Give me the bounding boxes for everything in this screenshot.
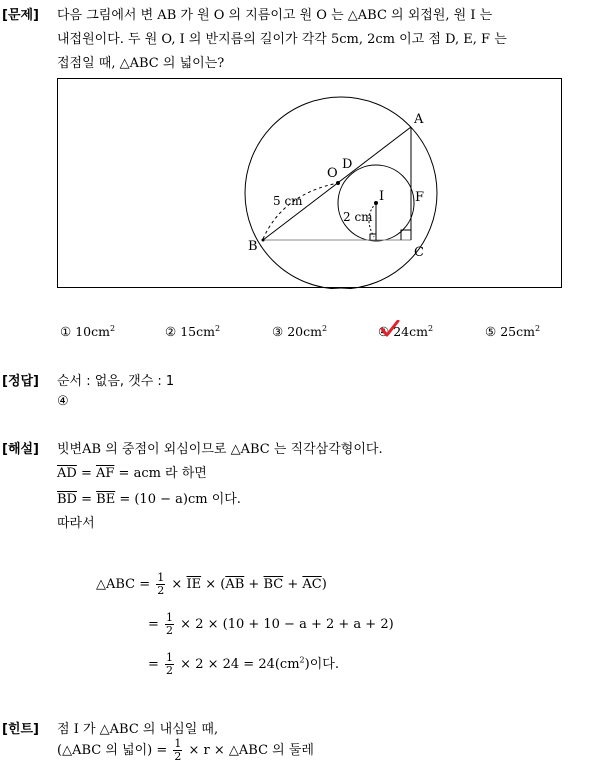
hint-line-1: 점 I 가 △ABC 의 내심일 때, — [57, 722, 219, 737]
hint-line-2-a: (△ABC 의 넓이) = — [57, 743, 172, 758]
checkmark-icon — [380, 320, 400, 338]
explanation-line-3-tail: = (10 − a)cm 이다. — [115, 492, 241, 507]
geometry-figure — [58, 79, 563, 289]
choice-5-num: ⑤ — [485, 324, 497, 340]
circumcircle-o — [245, 97, 437, 289]
explanation-label: [해설] — [2, 442, 39, 457]
problem-line-3: 접점일 때, △ABC 의 넓이는? — [57, 56, 225, 71]
choice-5-value: 25cm — [500, 324, 535, 340]
answer-label: [정답] — [2, 374, 39, 389]
hint-line-2-b: × r × △ABC 의 둘레 — [184, 743, 314, 758]
point-i-dot — [374, 201, 378, 205]
segment-ie: $\overline{IE}$ — [186, 577, 202, 592]
equation-2: = $\frac{1}{2}$ × 2 × (10 + 10 − a + 2 + a + 2) — [148, 611, 394, 637]
figure-frame — [57, 78, 562, 288]
explanation-line-3: $\overline{BD} = \overline{BE} = (10 - a)cm$ 이다. — [57, 492, 241, 507]
segment-ac: $\overline{AC}$ — [302, 577, 322, 592]
problem-line-2: 내접원이다. 두 원 O, I 의 반지름의 길이가 각각 5cm, 2cm 이고 점 D, E, F 는 — [57, 32, 507, 47]
choice-4-sup: 2 — [427, 324, 434, 333]
explanation-line-1: 빗변AB 의 중점이 외심이므로 △ABC 는 직각삼각형이다. — [57, 442, 383, 457]
segment-bc: $\overline{BC}$ — [263, 577, 284, 592]
problem-label: [문제] — [2, 8, 39, 23]
explanation-line-2: $\overline{AD} = \overline{AF}$ = acm 라 하면 — [57, 466, 207, 481]
choice-3-sup: 2 — [321, 324, 328, 333]
choice-4-value: 24cm — [393, 324, 428, 340]
problem-line-1: 다음 그림에서 변 AB 가 원 O 의 지름이고 원 O 는 △ABC 의 외접원, 원 I 는 — [57, 8, 493, 23]
equation-1: △ABC = $\frac{1}{2}$ × $\overline{IE} \times (\overline{AB} + \overline{BC} + \overline{AC})$ — [96, 571, 327, 597]
segment-ab: $\overline{AB}$ — [225, 577, 245, 592]
eq1-frac: $\frac{1}{2}$ — [157, 571, 165, 597]
choice-4-num: ④ — [378, 324, 390, 340]
point-b-dot — [262, 239, 265, 242]
choice-3-num: ③ — [272, 324, 284, 340]
choice-2-value: 15cm — [180, 324, 215, 340]
hint-line-2 — [57, 738, 314, 763]
eq1-lhs: △ABC = — [96, 577, 155, 592]
right-angle-c — [401, 230, 411, 240]
point-o-dot — [336, 181, 340, 185]
label-a: A — [414, 112, 424, 127]
eq2-frac: $\frac{1}{2}$ — [166, 611, 174, 637]
hint-frac: $\frac{1}{2}$ — [174, 737, 182, 763]
explanation-line-4: 따라서 — [57, 516, 95, 531]
segment-bd: $\overline{BD}$ — [57, 492, 77, 507]
label-2cm: 2 cm — [343, 210, 373, 224]
choice-1-sup: 2 — [109, 324, 116, 333]
choice-3-value: 20cm — [287, 324, 322, 340]
right-angle-e — [370, 234, 376, 240]
label-d: D — [342, 157, 353, 172]
label-f: F — [415, 190, 425, 205]
label-5cm: 5 cm — [273, 194, 303, 208]
choice-1-value: 10cm — [75, 324, 110, 340]
choice-2-sup: 2 — [214, 324, 221, 333]
choice-1-num: ① — [60, 324, 72, 340]
choice-5-sup: 2 — [534, 324, 541, 333]
segment-ad: $\overline{AD}$ — [57, 466, 77, 481]
eq2-body: × 2 × (10 + 10 − a + 2 + a + 2) — [176, 617, 394, 632]
choice-4[interactable] — [378, 324, 433, 339]
explanation-line-2-tail: = acm 라 하면 — [114, 466, 207, 481]
hint-label: [힌트] — [2, 722, 39, 737]
choice-2-num: ② — [165, 324, 177, 340]
choice-1[interactable] — [60, 324, 115, 339]
equation-3: = $\frac{1}{2}$ × $2 \times 24 = 24(cm^2)$이다. — [148, 651, 339, 677]
eq3-body: × 2 × 24 = 24(cm — [176, 657, 300, 672]
answer-meta: 순서 : 없음, 갯수 : 1 — [57, 374, 175, 389]
answer-value: ④ — [57, 394, 69, 409]
choice-2[interactable] — [165, 324, 220, 339]
label-b: B — [248, 239, 258, 254]
label-i: I — [379, 189, 385, 204]
choice-5[interactable] — [485, 324, 540, 339]
segment-af: $\overline{AF}$ — [95, 466, 115, 481]
label-c: C — [414, 245, 424, 260]
choice-3[interactable] — [272, 324, 327, 339]
segment-be: $\overline{BE}$ — [96, 492, 116, 507]
label-o: O — [327, 166, 338, 181]
eq3-frac: $\frac{1}{2}$ — [166, 651, 174, 677]
